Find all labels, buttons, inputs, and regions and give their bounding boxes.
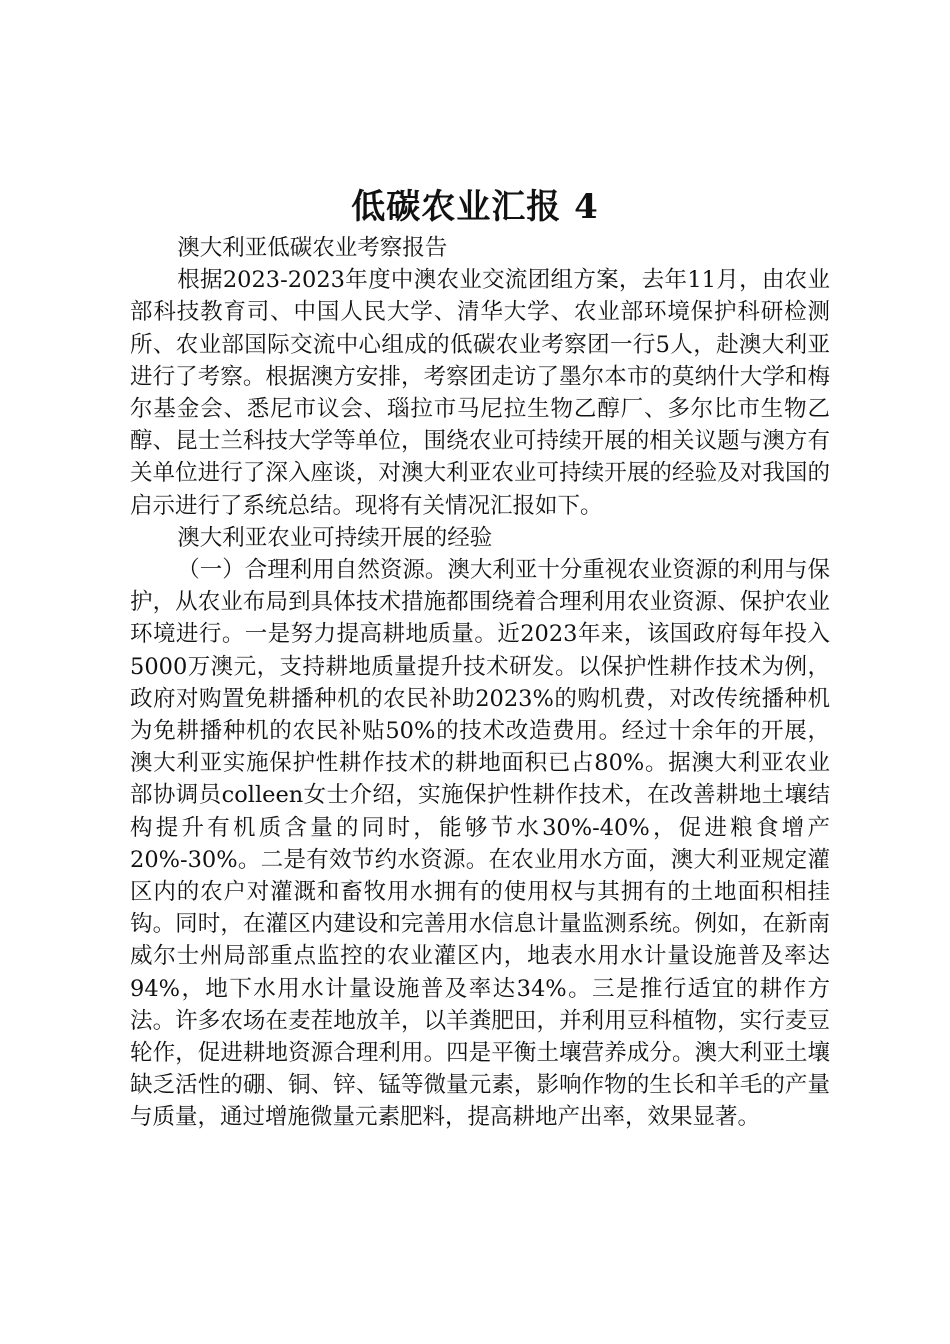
document-title: 低碳农业汇报 4: [351, 187, 599, 227]
section-heading: 澳大利亚农业可持续开展的经验: [177, 524, 493, 551]
report-heading: 澳大利亚低碳农业考察报告: [177, 235, 448, 261]
intro-paragraph: 根据2023-2023年度中澳农业交流团组方案，去年11月，由农业部科技教育司、中国人民大学、清华大学、农业部环境保护科研检测所、农业部国际交流中心组成的低碳农业考察团一行5人，赴澳大利亚进行了考察。根据澳方安排，考察团走访了墨尔本市的莫纳什大学和梅尔基金会、悉尼市议会、瑙拉市马尼拉生物乙醇厂、多尔比市生物乙醇、昆士兰科技大学等单位，围绕农业可持续开展的相关议题与澳方有关单位进行了深入座谈，对澳大利亚农业可持续开展的经验及对我国的启示进行了系统总结。现将有关情况汇报如下。: [130, 267, 830, 519]
document-body: [130, 232, 830, 1134]
section-paragraph: （一）合理利用自然资源。澳大利亚十分重视农业资源的利用与保护，从农业布局到具体技术措施都围绕着合理利用农业资源、保护农业环境进行。一是努力提高耕地质量。近2023年来，该国政府每年投入5000万澳元，支持耕地质量提升技术研发。以保护性耕作技术为例，政府对购置免耕播种机的农民补助2023%的购机费，对改传统播种机为免耕播种机的农民补贴50%的技术改造费用。经过十余年的开展，澳大利亚实施保护性耕作技术的耕地面积已占80%。据澳大利亚农业部协调员colleen女士介绍，实施保护性耕作技术，在改善耕地土壤结构提升有机质含量的同时，能够节水30%-40%，促进粮食增产20%-30%。二是有效节约水资源。在农业用水方面，澳大利亚规定灌区内的农户对灌溉和畜牧用水拥有的使用权与其拥有的土地面积相挂钩。同时，在灌区内建设和完善用水信息计量监测系统。例如，在新南威尔士州局部重点监控的农业灌区内，地表水用水计量设施普及率达94%，地下水用水计量设施普及率达34%。三是推行适宜的耕作方法。许多农场在麦茬地放羊，以羊粪肥田，并利用豆科植物，实行麦豆轮作，促进耕地资源合理利用。四是平衡土壤营养成分。澳大利亚土壤缺乏活性的硼、铜、锌、锰等微量元素，影响作物的生长和羊毛的产量与质量，通过增施微量元素肥料，提高耕地产出率，效果显著。: [130, 557, 830, 1131]
